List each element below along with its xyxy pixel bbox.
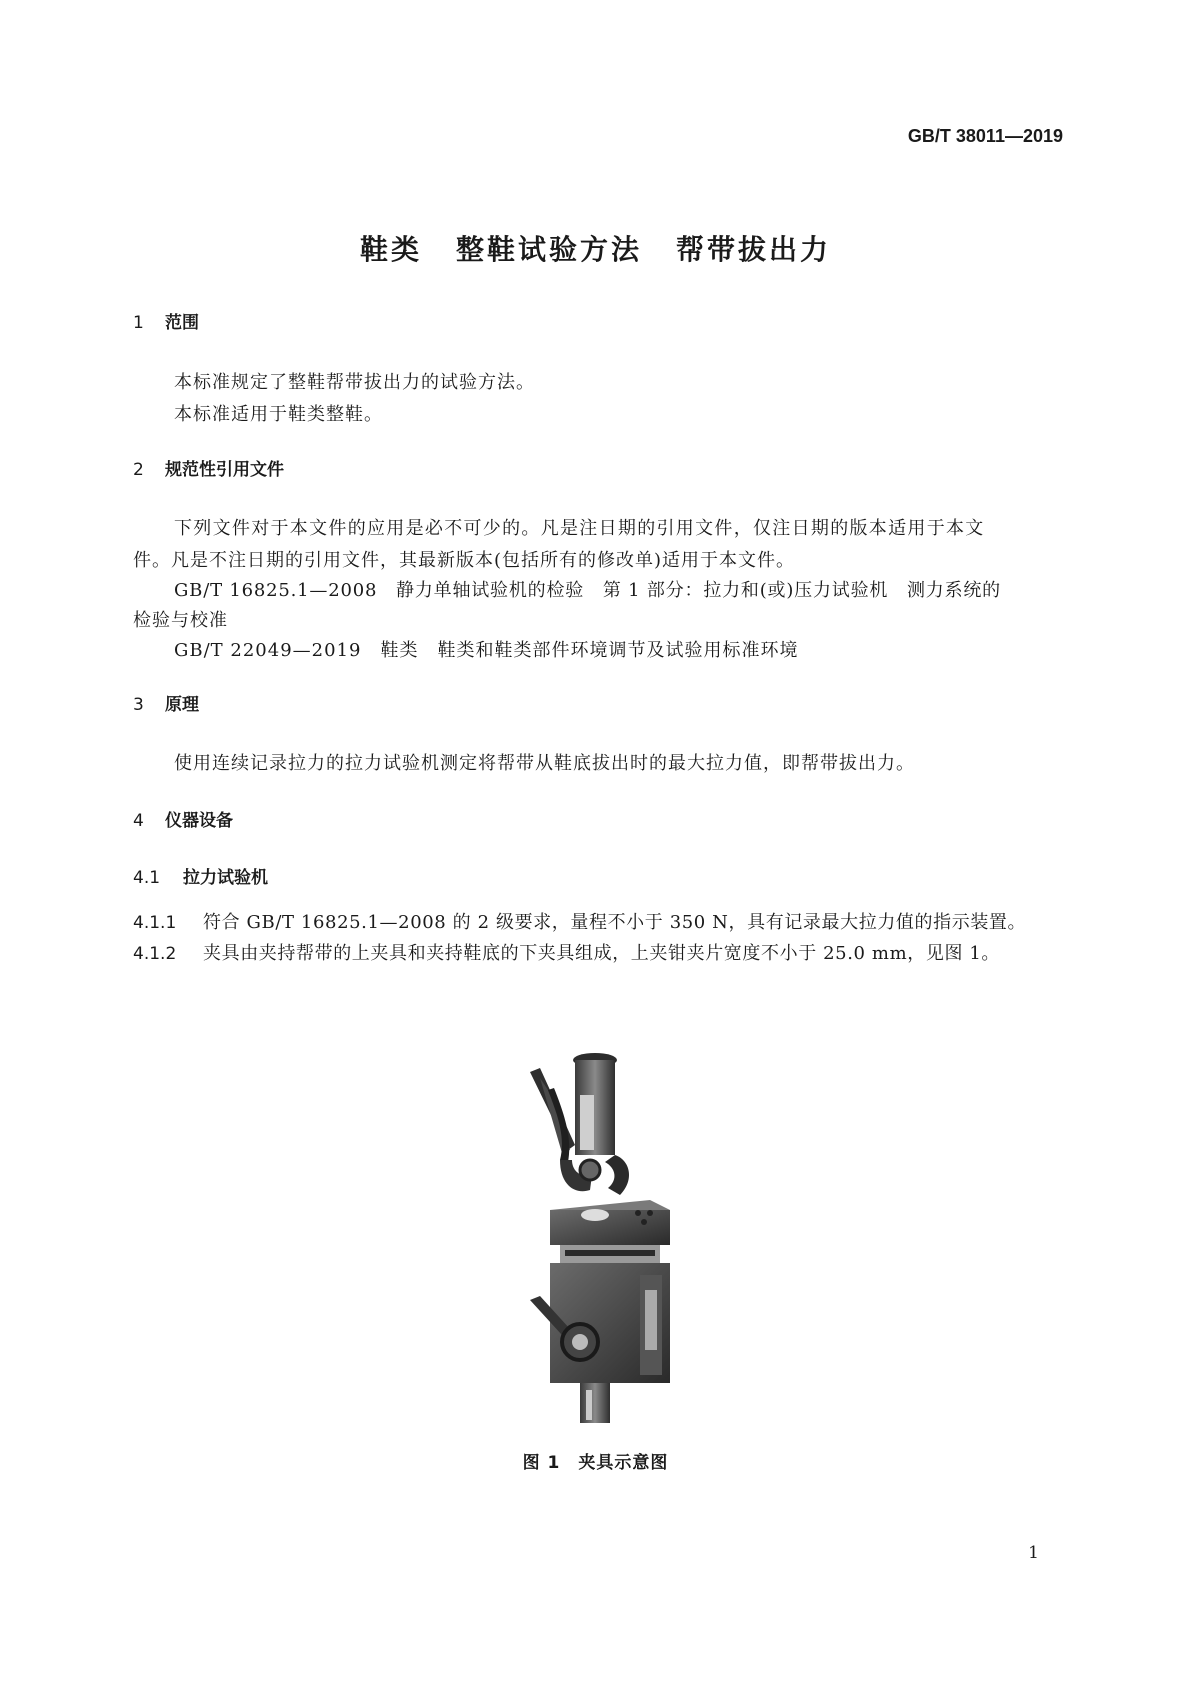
section-title: 原理 — [165, 695, 199, 715]
title-part-2: 整鞋试验方法 — [455, 233, 642, 266]
section-4-1-heading — [133, 863, 268, 888]
clause-number: 4.1.1 — [133, 913, 177, 933]
reference-1-line-2: 检验与校准 — [133, 610, 228, 631]
section-number: 2 — [133, 460, 144, 480]
section-title: 仪器设备 — [165, 811, 233, 831]
section-2-heading — [133, 455, 284, 480]
reference-1-line-1: GB/T 16825.1—2008 静力单轴试验机的检验 第 1 部分：拉力和(或)压力试验机 测力系统的 — [174, 580, 1001, 601]
section-1-paragraph-2: 本标准适用于鞋类整鞋。 — [174, 404, 383, 425]
section-2-paragraph-line-1: 下列文件对于本文件的应用是必不可少的。凡是注日期的引用文件，仅注日期的版本适用于本文 — [174, 518, 985, 539]
section-number: 3 — [133, 695, 144, 715]
clause-text: 夹具由夹持帮带的上夹具和夹持鞋底的下夹具组成，上夹钳夹片宽度不小于 25.0 mm，见图 1。 — [203, 943, 1001, 964]
section-1-heading — [133, 308, 199, 333]
section-3-paragraph: 使用连续记录拉力的拉力试验机测定将帮带从鞋底拔出时的最大拉力值，即帮带拔出力。 — [174, 753, 915, 774]
title-part-3: 帮带拔出力 — [676, 233, 832, 266]
clause-4-1-1 — [133, 908, 1026, 934]
section-number: 4.1 — [133, 868, 161, 888]
section-3-heading — [133, 690, 199, 715]
title-part-1: 鞋类 — [359, 233, 422, 266]
section-title: 拉力试验机 — [183, 868, 268, 888]
section-title: 规范性引用文件 — [165, 460, 284, 480]
section-number: 4 — [133, 811, 144, 831]
clamp-fixture-illustration — [520, 1050, 700, 1430]
section-1-paragraph-1: 本标准规定了整鞋帮带拔出力的试验方法。 — [174, 372, 535, 393]
section-title: 范围 — [165, 313, 199, 333]
standard-number: GB/T 38011—2019 — [907, 126, 1063, 146]
figure-caption-text: 夹具示意图 — [578, 1453, 669, 1473]
section-number: 1 — [133, 313, 144, 333]
clause-text: 符合 GB/T 16825.1—2008 的 2 级要求，量程不小于 350 N，具有记录最大拉力值的指示装置。 — [203, 912, 1027, 933]
reference-2: GB/T 22049—2019 鞋类 鞋类和鞋类部件环境调节及试验用标准环境 — [174, 640, 799, 661]
page-number: 1 — [1028, 1543, 1039, 1563]
clause-number: 4.1.2 — [133, 944, 177, 964]
clause-4-1-2 — [133, 939, 1000, 965]
section-4-heading — [133, 806, 233, 831]
figure-label: 图 1 — [522, 1453, 561, 1473]
section-2-paragraph-line-2: 件。凡是不注日期的引用文件，其最新版本(包括所有的修改单)适用于本文件。 — [133, 550, 796, 571]
figure-caption — [0, 1448, 1191, 1473]
page-title — [0, 228, 1191, 268]
